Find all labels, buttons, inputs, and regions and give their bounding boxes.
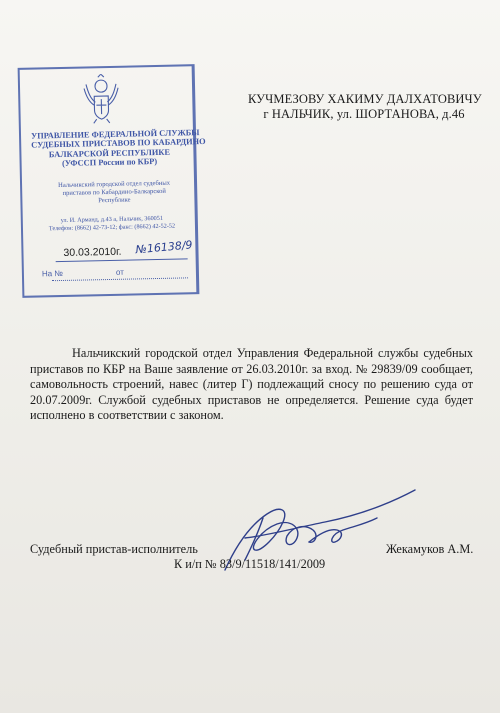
stamp-department: [44, 179, 184, 206]
stamp-dept-line: приставов по Кабардино-Балкарской: [62, 187, 167, 197]
stamp-address-line: ул. И. Арманд, д.43 а, Нальчик, 360051: [60, 214, 164, 225]
stamp-address: [31, 214, 193, 233]
stamp-dept-line: Нальчикский городской отдел судебных: [58, 179, 171, 190]
letter-body: Нальчикский городской отдел Управления Федеральной службы судебных приставов по КБР на Ваше заявление от 26.03.2010г. за вход. № 29839/09 сообщает, самовольность строений, навес (литер Г) подлежащий сносу по решению суда от 20.07.2009г. Службой судебных приставов не определяется. Решение суда будет исполнено в соответствии с законом.: [30, 346, 473, 423]
official-stamp: [18, 64, 206, 298]
divider: [52, 277, 188, 281]
stamp-title-line: УПРАВЛЕНИЕ ФЕДЕРАЛЬНОЙ СЛУЖБЫ: [30, 128, 200, 141]
stamp-title-line: (УФССП России по КБР): [61, 157, 158, 169]
addressee-block: [248, 92, 480, 122]
stamp-title-line: БАЛКАРСКОЙ РЕСПУБЛИКЕ: [48, 147, 171, 160]
signatory-position: Судебный пристав-исполнитель: [30, 542, 198, 556]
stamp-address-line: Телефон: (8662) 42-73-12; факс: (8662) 42-52-52: [48, 222, 176, 232]
signatory-name: Жекамуков А.М.: [386, 542, 474, 556]
addressee-name: КУЧМЕЗОВУ ХАКИМУ ДАЛХАТОВИЧУ: [248, 92, 482, 106]
stamp-dept-line: Республике: [98, 196, 131, 205]
coat-of-arms-icon: [78, 74, 125, 125]
case-reference: К и/п № 83/9/11518/141/2009: [174, 557, 326, 571]
stamp-outgoing-number: №16138/9: [134, 238, 194, 257]
divider: [56, 258, 188, 262]
addressee-address: г НАЛЬЧИК, ул. ШОРТАНОВА, д.46: [263, 107, 465, 121]
stamp-na-label: На №: [41, 268, 64, 279]
stamp-date: 30.03.2010г.: [63, 245, 122, 259]
stamp-title: [30, 128, 206, 169]
stamp-title-line: СУДЕБНЫХ ПРИСТАВОВ ПО КАБАРДИНО: [31, 137, 206, 151]
stamp-ot-label: от: [115, 267, 124, 277]
